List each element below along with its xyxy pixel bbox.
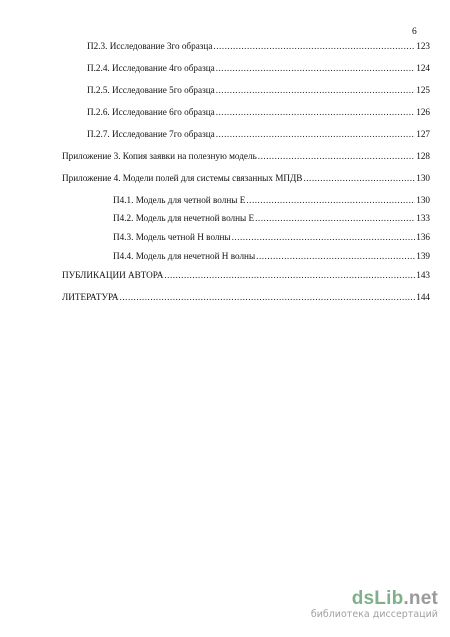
toc-leader-dots	[216, 63, 416, 74]
logo-dot-text: .	[403, 588, 409, 609]
toc-entry-p4-1[interactable]	[113, 195, 430, 206]
toc-leader-dots	[213, 41, 415, 52]
toc-entry-p2-7[interactable]	[87, 129, 430, 140]
toc-entry-publications[interactable]	[62, 270, 430, 281]
toc-entry-page: 136	[416, 232, 430, 242]
toc-entry-p4-4[interactable]	[113, 251, 430, 262]
toc-entry-page: 130	[416, 173, 430, 183]
toc-entry-literature[interactable]	[62, 292, 430, 303]
toc-entry-label: П.2.6. Исследование 6го образца	[87, 107, 215, 117]
toc-entry-label: П2.3. Исследование 3го образца	[87, 41, 213, 51]
toc-entry-page: 124	[416, 63, 430, 73]
toc-entry-label: П.2.5. Исследование 5го образца	[87, 85, 215, 95]
toc-entry-p2-3[interactable]	[87, 41, 430, 52]
toc-entry-page: 144	[416, 292, 430, 302]
dslib-watermark	[311, 589, 438, 621]
toc-entry-page: 128	[416, 151, 430, 161]
toc-entry-label: ПУБЛИКАЦИИ АВТОРА	[62, 270, 164, 280]
toc-leader-dots	[216, 129, 416, 140]
toc-entry-appendix-3[interactable]	[62, 151, 430, 162]
toc-entry-label: П4.2. Модель для нечетной волны Е	[113, 213, 255, 223]
logo-net-text: net	[408, 588, 438, 609]
toc-leader-dots	[216, 107, 416, 118]
toc-leader-dots	[120, 292, 416, 303]
toc-entry-label: П4.4. Модель для нечетной Н волны	[113, 251, 256, 261]
toc-entry-label: Приложение 4. Модели полей для системы связанных МПДВ	[62, 173, 303, 183]
toc-leader-dots	[256, 251, 415, 262]
toc-entry-p2-5[interactable]	[87, 85, 430, 96]
toc-entry-label: П.2.7. Исследование 7го образца	[87, 129, 215, 139]
logo-ds-text: dsLib	[351, 588, 404, 609]
toc-entry-label: ЛИТЕРАТУРА	[62, 292, 119, 302]
dslib-subtitle: библиотека диссертаций	[310, 609, 438, 620]
toc-entry-page: 133	[416, 213, 430, 223]
toc-leader-dots	[232, 232, 416, 243]
toc-leader-dots	[303, 173, 415, 184]
toc-entry-page: 127	[416, 129, 430, 139]
page-number: 6	[412, 27, 417, 37]
toc-leader-dots	[258, 151, 415, 162]
toc-entry-page: 123	[416, 41, 430, 51]
toc-entry-page: 125	[416, 85, 430, 95]
toc-entry-label: Приложение 3. Копия заявки на полезную модель	[62, 151, 257, 161]
toc-entry-page: 126	[416, 107, 430, 117]
toc-entry-label: П.2.4. Исследование 4го образца	[87, 63, 215, 73]
toc-entry-p4-3[interactable]	[113, 232, 430, 243]
dslib-logo	[311, 589, 438, 609]
toc-entry-p2-6[interactable]	[87, 107, 430, 118]
toc-entry-page: 143	[416, 270, 430, 280]
toc-entry-label: П4.1. Модель для четной волны Е	[113, 195, 246, 205]
toc-leader-dots	[164, 270, 415, 281]
toc-entry-appendix-4[interactable]	[62, 173, 430, 184]
toc-entry-page: 139	[416, 251, 430, 261]
toc-leader-dots	[255, 213, 415, 224]
toc-leader-dots	[216, 85, 416, 96]
toc-leader-dots	[246, 195, 415, 206]
toc-entry-label: П4.3. Модель четной Н волны	[113, 232, 231, 242]
toc-entry-p2-4[interactable]	[87, 63, 430, 74]
toc-entry-page: 130	[416, 195, 430, 205]
toc-entry-p4-2[interactable]	[113, 213, 430, 224]
